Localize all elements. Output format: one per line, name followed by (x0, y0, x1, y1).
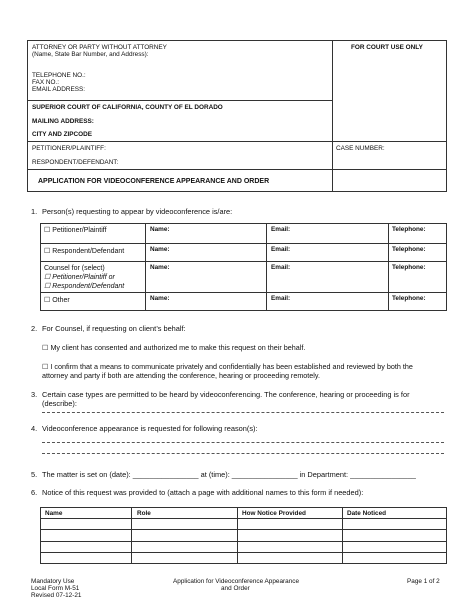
footer-form-number: Local Form M-51 (31, 585, 80, 592)
footer-mandatory-use: Mandatory Use (31, 578, 75, 585)
fax-label: FAX NO.: (32, 79, 59, 86)
row4-email-label: Email: (271, 295, 291, 302)
mailing-address-label: MAILING ADDRESS: (32, 118, 94, 125)
attorney-label: ATTORNEY OR PARTY WITHOUT ATTORNEY (32, 44, 167, 51)
table-col-divider (342, 507, 343, 564)
table-col-divider (131, 507, 132, 564)
table-row-divider (40, 552, 447, 553)
q2-number: 2. (31, 324, 38, 333)
table-col-divider (145, 223, 146, 311)
q4-text: Videoconference appearance is requested for following reason(s): (42, 424, 258, 433)
row2-email-label: Email: (271, 246, 291, 253)
table-row-divider (40, 541, 447, 542)
telephone-label: TELEPHONE NO.: (32, 72, 86, 79)
city-zip-label: CITY AND ZIPCODE (32, 131, 93, 138)
counsel-for-label: Counsel for (select) (44, 265, 105, 272)
q3-number: 3. (31, 390, 38, 399)
table-row-divider (40, 518, 447, 519)
row4-name-label: Name: (150, 295, 170, 302)
footer-revised: Revised 07-12-21 (31, 592, 82, 599)
row1-name-label: Name: (150, 226, 170, 233)
notice-col-role: Role (137, 510, 151, 517)
email-label: EMAIL ADDRESS: (32, 86, 86, 93)
notice-col-how: How Notice Provided (242, 510, 306, 517)
private-communication-line2: attorney and party if both are attending the conference, hearing or proceeding remotely. (42, 371, 320, 380)
q1-text: Person(s) requesting to appear by videoconference is/are: (42, 207, 233, 216)
row1-telephone-label: Telephone: (392, 226, 426, 233)
table-row-divider (40, 243, 447, 244)
case-number-label: CASE NUMBER: (336, 145, 385, 152)
q3-line1: Certain case types are permitted to be heard by videoconferencing. The conference, hearing or proceeding is for (42, 390, 410, 399)
footer-form-title-2: and Order (221, 585, 250, 592)
footer-form-title: Application for Videoconference Appearance (173, 578, 300, 585)
title-box-right (332, 169, 447, 192)
q4-answer-line-1[interactable] (42, 442, 444, 443)
court-name: SUPERIOR COURT OF CALIFORNIA, COUNTY OF EL DORADO (32, 104, 223, 111)
row2-telephone-label: Telephone: (392, 246, 426, 253)
table-col-divider (237, 507, 238, 564)
page-number: Page 1 of 2 (407, 578, 440, 585)
table-row-divider (40, 529, 447, 530)
client-consent-checkbox[interactable]: ☐ My client has consented and authorized me to make this request on their behalf. (42, 343, 306, 352)
q1-number: 1. (31, 207, 38, 216)
respondent-label: RESPONDENT/DEFENDANT: (32, 159, 119, 166)
q6-text: Notice of this request was provided to (attach a page with additional names to this form if needed): (42, 488, 364, 497)
notice-col-date: Date Noticed (347, 510, 387, 517)
table-col-divider (388, 223, 389, 311)
table-row-divider (40, 261, 447, 262)
row3-name-label: Name: (150, 264, 170, 271)
q4-answer-line-2[interactable] (42, 453, 444, 454)
q2-text: For Counsel, if requesting on client’s behalf: (42, 324, 186, 333)
court-use-label: FOR COURT USE ONLY (351, 44, 423, 51)
q3-line2: (describe): (42, 399, 77, 408)
row1-email-label: Email: (271, 226, 291, 233)
q4-number: 4. (31, 424, 38, 433)
petitioner-checkbox[interactable]: ☐ Petitioner/Plaintiff (44, 227, 107, 234)
q3-answer-line[interactable] (42, 412, 444, 413)
row2-name-label: Name: (150, 246, 170, 253)
attorney-sub-label: (Name, State Bar Number, and Address): (32, 51, 149, 58)
row4-telephone-label: Telephone: (392, 295, 426, 302)
row3-email-label: Email: (271, 264, 291, 271)
q6-number: 6. (31, 488, 38, 497)
counsel-respondent-checkbox[interactable]: ☐ Respondent/Defendant (44, 283, 125, 290)
counsel-petitioner-checkbox[interactable]: ☐ Petitioner/Plaintiff or (44, 274, 115, 281)
court-use-box (332, 40, 447, 142)
notice-col-name: Name (45, 510, 63, 517)
table-col-divider (266, 223, 267, 311)
private-communication-checkbox[interactable]: ☐ I confirm that a means to communicate privately and confidentially has been established and reviewed by both the (42, 362, 413, 371)
table-row-divider (40, 292, 447, 293)
q5-text: The matter is set on (date): ________________ at (time): ________________ in Department: ________________ (42, 470, 416, 479)
other-checkbox[interactable]: ☐ Other (44, 297, 70, 304)
q5-number: 5. (31, 470, 38, 479)
petitioner-label: PETITIONER/PLAINTIFF: (32, 145, 106, 152)
form-title: APPLICATION FOR VIDEOCONFERENCE APPEARANCE AND ORDER (38, 178, 270, 185)
row3-telephone-label: Telephone: (392, 264, 426, 271)
respondent-checkbox[interactable]: ☐ Respondent/Defendant (44, 248, 125, 255)
